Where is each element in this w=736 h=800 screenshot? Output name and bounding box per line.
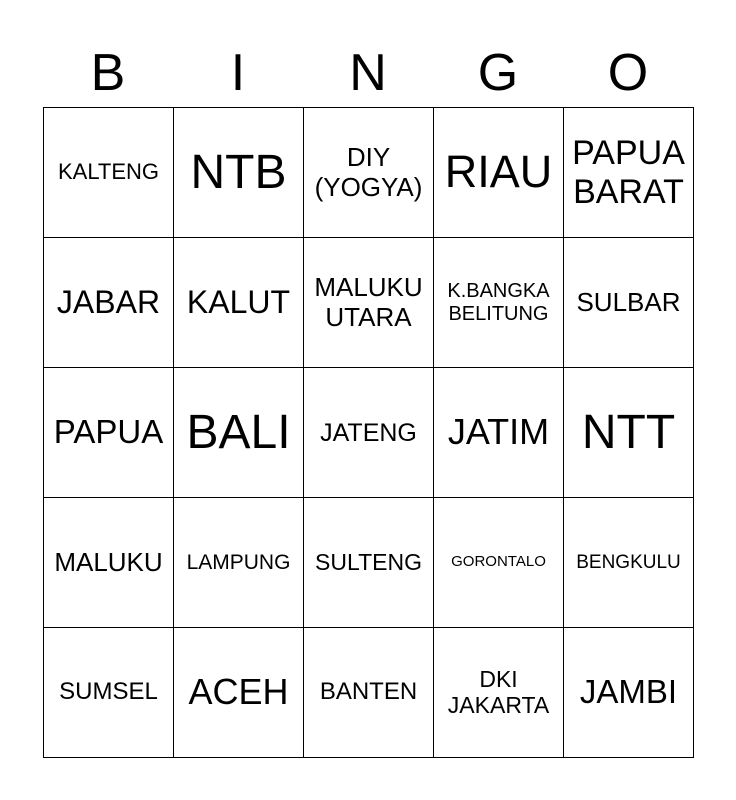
header-letter-n: N (349, 44, 387, 102)
bingo-cell[interactable]: RIAU (434, 108, 564, 238)
bingo-cell[interactable]: DIY (YOGYA) (304, 108, 434, 238)
bingo-cell[interactable]: MALUKU (44, 498, 174, 628)
bingo-cell[interactable]: JABAR (44, 238, 174, 368)
bingo-cell[interactable]: BENGKULU (564, 498, 694, 628)
bingo-board (43, 107, 694, 758)
bingo-cell[interactable]: NTB (174, 108, 304, 238)
bingo-cell[interactable]: JATIM (434, 368, 564, 498)
bingo-cell[interactable]: SUMSEL (44, 628, 174, 758)
bingo-cell[interactable]: ACEH (174, 628, 304, 758)
header-letter-g: G (477, 44, 519, 102)
bingo-cell[interactable]: PAPUA (44, 368, 174, 498)
header-letter-i: I (230, 44, 246, 102)
bingo-cell[interactable]: NTT (564, 368, 694, 498)
bingo-cell[interactable]: KALUT (174, 238, 304, 368)
bingo-cell[interactable]: MALUKU UTARA (304, 238, 434, 368)
header-letter-b: B (90, 44, 126, 102)
bingo-cell[interactable]: JATENG (304, 368, 434, 498)
bingo-cell[interactable]: SULTENG (304, 498, 434, 628)
bingo-cell[interactable]: DKI JAKARTA (434, 628, 564, 758)
bingo-cell[interactable]: JAMBI (564, 628, 694, 758)
bingo-cell[interactable]: SULBAR (564, 238, 694, 368)
bingo-cell[interactable]: BANTEN (304, 628, 434, 758)
header-letter-o: O (607, 44, 649, 102)
bingo-cell[interactable]: GORONTALO (434, 498, 564, 628)
bingo-cell[interactable]: BALI (174, 368, 304, 498)
bingo-cell[interactable]: KALTENG (44, 108, 174, 238)
bingo-cell[interactable]: K.BANGKA BELITUNG (434, 238, 564, 368)
bingo-cell[interactable]: LAMPUNG (174, 498, 304, 628)
bingo-cell[interactable]: PAPUA BARAT (564, 108, 694, 238)
bingo-header (43, 42, 693, 104)
